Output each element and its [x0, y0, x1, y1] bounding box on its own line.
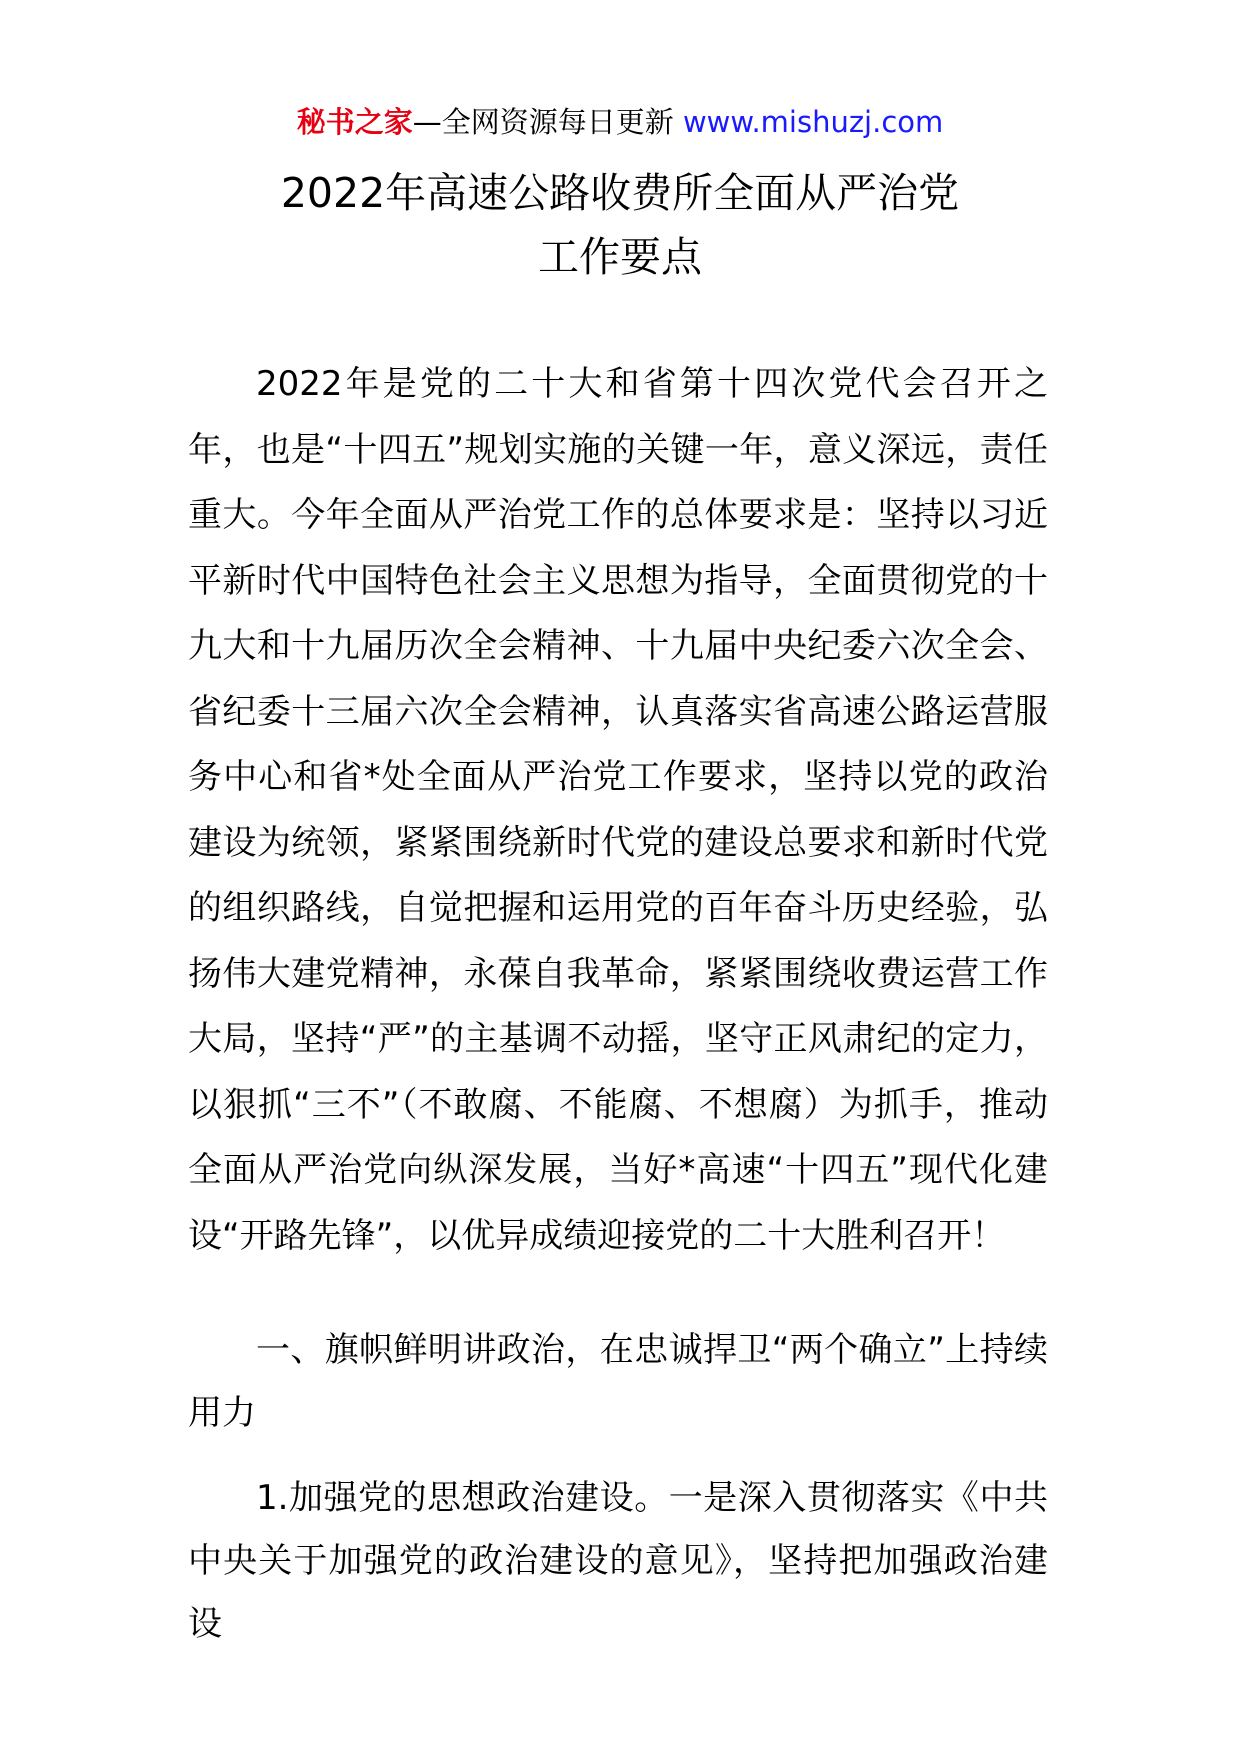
document-title-line1: 2022年高速公路收费所全面从严治党 — [280, 169, 960, 217]
section1-heading: 一、旗帜鲜明讲政治，在忠诚捍卫“两个确立”上持续用力 — [188, 1330, 1048, 1433]
section-heading-block — [188, 1319, 1048, 1445]
item1-paragraph: 1.加强党的思想政治建设。一是深入贯彻落实《中共中央关于加强党的政治建设的意见》，坚持把加强政治建设 — [188, 1478, 1048, 1644]
item-paragraph-block — [188, 1467, 1048, 1656]
intro-paragraph-block — [188, 352, 1048, 1269]
banner-slogan: —全网资源每日更新 — [412, 105, 674, 139]
site-url-link[interactable]: www.mishuzj.com — [682, 105, 944, 139]
intro-paragraph: 2022年是党的二十大和省第十四次党代会召开之年，也是“十四五”规划实施的关键一年，意义深远，责任重大。今年全面从严治党工作的总体要求是：坚持以习近平新时代中国特色社会主义思想为指导，全面贯彻党的十九大和十九届历次全会精神、十九届中央纪委六次全会、省纪委十三届六次全会精神，认真落实省高速公路运营服务中心和省*处全面从严治党工作要求，坚持以党的政治建设为统领，紧紧围绕新时代党的建设总要求和新时代党的组织路线，自觉把握和运用党的百年奋斗历史经验，弘扬伟大建党精神，永葆自我革命，紧紧围绕收费运营工作大局，坚持“严”的主基调不动摇，坚守正风肃纪的定力，以狠抓“三不”（不敢腐、不能腐、不想腐）为抓手，推动全面从严治党向纵深发展，当好*高速“十四五”现代化建设“开路先锋”，以优异成绩迎接党的二十大胜利召开！ — [188, 364, 1048, 1256]
document-title-line2: 工作要点 — [538, 233, 702, 281]
site-banner — [0, 100, 1240, 144]
brand-name: 秘书之家 — [296, 105, 413, 139]
